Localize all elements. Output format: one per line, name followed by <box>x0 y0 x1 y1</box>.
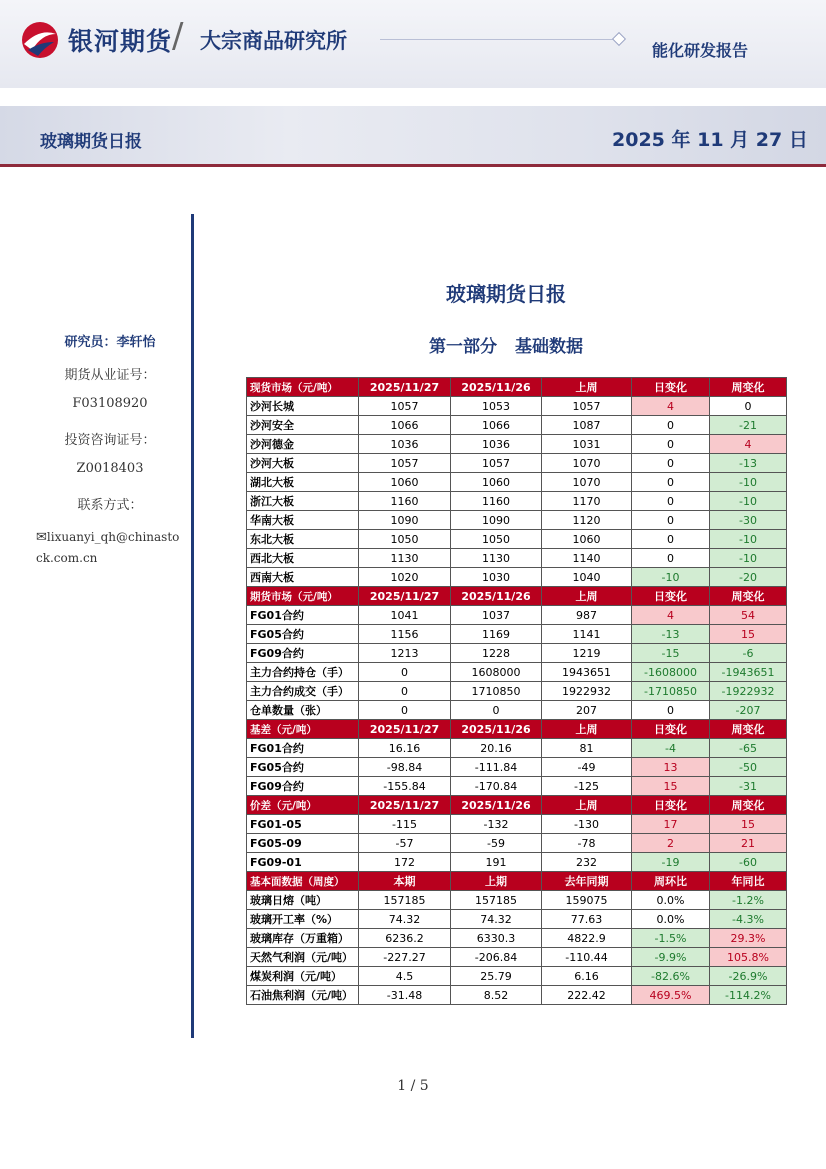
table-cell: 0 <box>632 416 710 435</box>
table-cell: 1031 <box>542 435 632 454</box>
table-cell: 157185 <box>359 891 451 910</box>
table-row <box>247 891 787 910</box>
column-header: 2025/11/26 <box>451 378 542 397</box>
report-title: 玻璃期货日报 <box>446 282 566 306</box>
sidebar-divider <box>191 214 194 1038</box>
column-header: 本期 <box>359 872 451 891</box>
table-cell: 1050 <box>359 530 451 549</box>
table-row <box>247 948 787 967</box>
column-header: 周变化 <box>710 378 787 397</box>
license-label: 期货从业证号： <box>64 368 156 383</box>
table-cell: -4 <box>632 739 710 758</box>
table-row <box>247 986 787 1005</box>
table-row <box>247 549 787 568</box>
row-label: 沙河安全 <box>247 416 359 435</box>
table-cell: -98.84 <box>359 758 451 777</box>
table-cell: 1130 <box>359 549 451 568</box>
table-row <box>247 625 787 644</box>
table-cell: -19 <box>632 853 710 872</box>
table-cell: 1053 <box>451 397 542 416</box>
row-label: 玻璃库存（万重箱） <box>247 929 359 948</box>
researcher-name: 研究员：李轩怡 <box>64 335 156 350</box>
column-header: 周变化 <box>710 587 787 606</box>
table-cell: 0 <box>632 701 710 720</box>
column-header: 上周 <box>542 378 632 397</box>
column-header: 日变化 <box>632 587 710 606</box>
row-label: FG09合约 <box>247 777 359 796</box>
table-cell: 1710850 <box>451 682 542 701</box>
table-cell: -130 <box>542 815 632 834</box>
table-cell: -1922932 <box>710 682 787 701</box>
table-cell: 0 <box>632 473 710 492</box>
row-label: 石油焦利润（元/吨） <box>247 986 359 1005</box>
column-header: 2025/11/27 <box>359 796 451 815</box>
table-cell: 987 <box>542 606 632 625</box>
section-header-label: 期货市场（元/吨） <box>247 587 359 606</box>
column-header: 上周 <box>542 720 632 739</box>
row-label: 沙河大板 <box>247 454 359 473</box>
section-header-row <box>247 796 787 815</box>
table-cell: -10 <box>710 549 787 568</box>
column-header: 2025/11/26 <box>451 587 542 606</box>
table-cell: 0 <box>710 397 787 416</box>
table-cell: 1219 <box>542 644 632 663</box>
table-cell: -1710850 <box>632 682 710 701</box>
table-cell: -132 <box>451 815 542 834</box>
table-cell: 207 <box>542 701 632 720</box>
data-table <box>246 377 787 1005</box>
table-row <box>247 910 787 929</box>
table-row <box>247 644 787 663</box>
section-header-label: 基差（元/吨） <box>247 720 359 739</box>
table-cell: -227.27 <box>359 948 451 967</box>
table-cell: 1050 <box>451 530 542 549</box>
table-cell: -10 <box>632 568 710 587</box>
table-cell: 1160 <box>451 492 542 511</box>
company-logo-name: 银河期货 <box>68 27 173 56</box>
table-cell: 1160 <box>359 492 451 511</box>
row-label: 沙河德金 <box>247 435 359 454</box>
row-label: 西北大板 <box>247 549 359 568</box>
table-cell: -31.48 <box>359 986 451 1005</box>
table-cell: 15 <box>710 625 787 644</box>
table-cell: -1.5% <box>632 929 710 948</box>
table-cell: -60 <box>710 853 787 872</box>
table-row <box>247 739 787 758</box>
row-label: FG09合约 <box>247 644 359 663</box>
table-cell: 15 <box>710 815 787 834</box>
table-cell: -125 <box>542 777 632 796</box>
row-label: 西南大板 <box>247 568 359 587</box>
table-cell: -6 <box>710 644 787 663</box>
table-row <box>247 701 787 720</box>
table-cell: 0 <box>632 492 710 511</box>
section-header-label: 现货市场（元/吨） <box>247 378 359 397</box>
table-cell: 74.32 <box>451 910 542 929</box>
table-cell: 0 <box>359 701 451 720</box>
table-cell: -170.84 <box>451 777 542 796</box>
table-cell: 4 <box>632 606 710 625</box>
table-cell: -207 <box>710 701 787 720</box>
table-row <box>247 473 787 492</box>
table-cell: 1057 <box>542 397 632 416</box>
table-cell: 77.63 <box>542 910 632 929</box>
table-row <box>247 758 787 777</box>
table-cell: 1120 <box>542 511 632 530</box>
table-cell: 0 <box>632 435 710 454</box>
section-title <box>246 332 766 357</box>
table-cell: 1213 <box>359 644 451 663</box>
table-cell: -15 <box>632 644 710 663</box>
table-cell: -114.2% <box>710 986 787 1005</box>
table-cell: 172 <box>359 853 451 872</box>
column-header: 2025/11/26 <box>451 796 542 815</box>
row-label: FG01合约 <box>247 606 359 625</box>
section-header-label: 基本面数据（周度） <box>247 872 359 891</box>
header-rule <box>380 39 618 40</box>
table-cell: 1041 <box>359 606 451 625</box>
table-row <box>247 929 787 948</box>
table-cell: -49 <box>542 758 632 777</box>
column-header: 2025/11/26 <box>451 720 542 739</box>
table-cell: 0.0% <box>632 910 710 929</box>
table-cell: 0 <box>359 663 451 682</box>
table-cell: 0 <box>632 511 710 530</box>
table-cell: -9.9% <box>632 948 710 967</box>
table-cell: 1060 <box>542 530 632 549</box>
table-cell: 1037 <box>451 606 542 625</box>
table-cell: 1170 <box>542 492 632 511</box>
table-cell: 1156 <box>359 625 451 644</box>
table-cell: 20.16 <box>451 739 542 758</box>
table-cell: 1066 <box>451 416 542 435</box>
table-cell: 0 <box>632 549 710 568</box>
table-row <box>247 853 787 872</box>
row-label: 沙河长城 <box>247 397 359 416</box>
column-header: 上周 <box>542 796 632 815</box>
row-label: 主力合约持仓（手） <box>247 663 359 682</box>
column-header: 年同比 <box>710 872 787 891</box>
table-row <box>247 663 787 682</box>
table-row <box>247 606 787 625</box>
table-row <box>247 568 787 587</box>
galaxy-logo-icon <box>20 20 60 60</box>
table-cell: 1020 <box>359 568 451 587</box>
table-cell: 1057 <box>451 454 542 473</box>
table-cell: 2 <box>632 834 710 853</box>
envelope-icon: ✉ <box>36 530 47 545</box>
table-cell: -78 <box>542 834 632 853</box>
table-cell: 54 <box>710 606 787 625</box>
table-cell: 1090 <box>359 511 451 530</box>
table-cell: 1060 <box>359 473 451 492</box>
table-cell: 4 <box>632 397 710 416</box>
table-row <box>247 967 787 986</box>
contact-label: 联系方式： <box>77 498 143 513</box>
table-cell: 1060 <box>451 473 542 492</box>
table-cell: 232 <box>542 853 632 872</box>
table-cell: 469.5% <box>632 986 710 1005</box>
table-cell: -111.84 <box>451 758 542 777</box>
section-header-row <box>247 378 787 397</box>
column-header: 上周 <box>542 587 632 606</box>
row-label: 玻璃开工率（%） <box>247 910 359 929</box>
table-row <box>247 397 787 416</box>
row-label: 华南大板 <box>247 511 359 530</box>
table-cell: 157185 <box>451 891 542 910</box>
table-cell: 4822.9 <box>542 929 632 948</box>
table-cell: -31 <box>710 777 787 796</box>
institute-name: 大宗商品研究所 <box>200 29 347 53</box>
column-header: 日变化 <box>632 796 710 815</box>
table-cell: 29.3% <box>710 929 787 948</box>
row-label: 东北大板 <box>247 530 359 549</box>
section-header-row <box>247 587 787 606</box>
table-cell: 1066 <box>359 416 451 435</box>
table-cell: -50 <box>710 758 787 777</box>
table-cell: -110.44 <box>542 948 632 967</box>
table-cell: -13 <box>632 625 710 644</box>
row-label: FG01-05 <box>247 815 359 834</box>
table-cell: -13 <box>710 454 787 473</box>
row-label: 主力合约成交（手） <box>247 682 359 701</box>
table-cell: 1943651 <box>542 663 632 682</box>
table-cell: -4.3% <box>710 910 787 929</box>
table-cell: 81 <box>542 739 632 758</box>
table-cell: -57 <box>359 834 451 853</box>
table-cell: 4 <box>710 435 787 454</box>
table-cell: -26.9% <box>710 967 787 986</box>
row-label: 煤炭利润（元/吨） <box>247 967 359 986</box>
table-cell: 1030 <box>451 568 542 587</box>
table-cell: 8.52 <box>451 986 542 1005</box>
table-cell: -1608000 <box>632 663 710 682</box>
table-cell: 6236.2 <box>359 929 451 948</box>
email-text[interactable]: lixuanyi_qh@chinastock.com.cn <box>36 530 180 565</box>
column-header: 周变化 <box>710 720 787 739</box>
table-cell: 21 <box>710 834 787 853</box>
table-cell: -155.84 <box>359 777 451 796</box>
row-label: 玻璃日熔（吨） <box>247 891 359 910</box>
column-header: 周环比 <box>632 872 710 891</box>
table-cell: 1057 <box>359 454 451 473</box>
row-label: 浙江大板 <box>247 492 359 511</box>
table-cell: 13 <box>632 758 710 777</box>
table-cell: 1169 <box>451 625 542 644</box>
table-row <box>247 511 787 530</box>
row-label: FG05-09 <box>247 834 359 853</box>
table-cell: 1036 <box>359 435 451 454</box>
table-cell: -59 <box>451 834 542 853</box>
table-cell: 0 <box>359 682 451 701</box>
table-cell: 1141 <box>542 625 632 644</box>
table-cell: -10 <box>710 492 787 511</box>
table-cell: 4.5 <box>359 967 451 986</box>
table-cell: -65 <box>710 739 787 758</box>
table-cell: 222.42 <box>542 986 632 1005</box>
column-header: 日变化 <box>632 720 710 739</box>
table-cell: -1.2% <box>710 891 787 910</box>
column-header: 2025/11/27 <box>359 720 451 739</box>
table-cell: -115 <box>359 815 451 834</box>
section-header-label: 价差（元/吨） <box>247 796 359 815</box>
row-label: 湖北大板 <box>247 473 359 492</box>
table-cell: 1130 <box>451 549 542 568</box>
column-header: 上期 <box>451 872 542 891</box>
row-label: FG09-01 <box>247 853 359 872</box>
table-cell: 16.16 <box>359 739 451 758</box>
table-row <box>247 435 787 454</box>
table-cell: 0 <box>632 530 710 549</box>
banner-underline <box>0 164 826 167</box>
license-number: F03108920 <box>72 396 148 411</box>
table-cell: 1922932 <box>542 682 632 701</box>
table-cell: -1943651 <box>710 663 787 682</box>
table-row <box>247 416 787 435</box>
table-cell: -10 <box>710 530 787 549</box>
table-cell: -30 <box>710 511 787 530</box>
table-row <box>247 530 787 549</box>
table-row <box>247 815 787 834</box>
table-cell: -10 <box>710 473 787 492</box>
table-cell: 1228 <box>451 644 542 663</box>
table-cell: -20 <box>710 568 787 587</box>
table-row <box>247 492 787 511</box>
table-cell: 0.0% <box>632 891 710 910</box>
table-cell: 1057 <box>359 397 451 416</box>
table-row <box>247 777 787 796</box>
table-cell: 105.8% <box>710 948 787 967</box>
report-type: 能化研发报告 <box>652 41 749 60</box>
column-header: 周变化 <box>710 796 787 815</box>
table-cell: 15 <box>632 777 710 796</box>
section-header-row <box>247 872 787 891</box>
row-label: FG05合约 <box>247 625 359 644</box>
column-header: 日变化 <box>632 378 710 397</box>
table-cell: -21 <box>710 416 787 435</box>
table-cell: 1608000 <box>451 663 542 682</box>
table-cell: 0 <box>451 701 542 720</box>
table-cell: 1087 <box>542 416 632 435</box>
row-label: FG01合约 <box>247 739 359 758</box>
table-row <box>247 682 787 701</box>
row-label: 天然气利润（元/吨） <box>247 948 359 967</box>
table-cell: 74.32 <box>359 910 451 929</box>
table-cell: 191 <box>451 853 542 872</box>
consult-number: Z0018403 <box>76 461 144 476</box>
section-name: 基础数据 <box>515 337 583 357</box>
consult-label: 投资咨询证号： <box>64 433 156 448</box>
table-cell: 1070 <box>542 473 632 492</box>
table-cell: 1090 <box>451 511 542 530</box>
column-header: 去年同期 <box>542 872 632 891</box>
report-date: 2025 年 11 月 27 日 <box>612 129 808 151</box>
table-cell: 6.16 <box>542 967 632 986</box>
logo-divider: / <box>172 16 184 56</box>
table-cell: 0 <box>632 454 710 473</box>
table-cell: 159075 <box>542 891 632 910</box>
table-row <box>247 834 787 853</box>
row-label: 仓单数量（张） <box>247 701 359 720</box>
table-cell: 25.79 <box>451 967 542 986</box>
table-row <box>247 454 787 473</box>
table-cell: 1140 <box>542 549 632 568</box>
column-header: 2025/11/27 <box>359 378 451 397</box>
table-cell: 17 <box>632 815 710 834</box>
row-label: FG05合约 <box>247 758 359 777</box>
table-cell: 1040 <box>542 568 632 587</box>
section-part: 第一部分 <box>429 337 497 357</box>
banner-title: 玻璃期货日报 <box>40 132 142 152</box>
page-number: 1 / 5 <box>397 1078 429 1094</box>
table-cell: -82.6% <box>632 967 710 986</box>
table-cell: -206.84 <box>451 948 542 967</box>
table-cell: 1036 <box>451 435 542 454</box>
table-cell: 1070 <box>542 454 632 473</box>
column-header: 2025/11/27 <box>359 587 451 606</box>
section-header-row <box>247 720 787 739</box>
contact-email[interactable] <box>36 527 186 569</box>
table-cell: 6330.3 <box>451 929 542 948</box>
